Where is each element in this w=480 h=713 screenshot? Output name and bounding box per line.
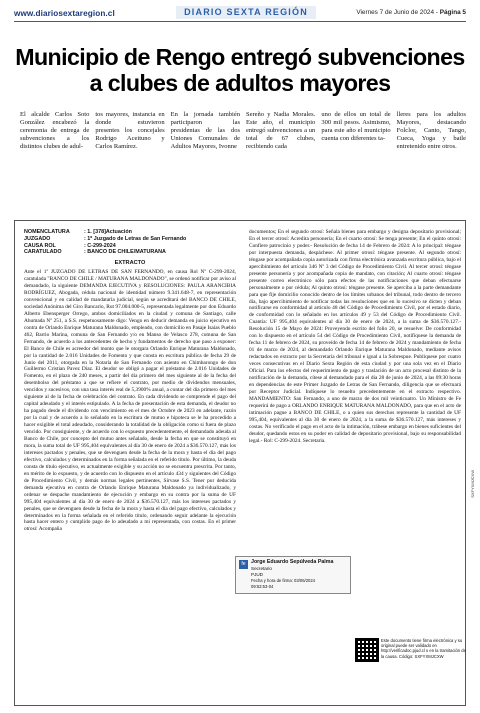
meta-label: CARATULADO (24, 249, 62, 256)
newspaper-brand: DIARIO SEXTA REGIÓN (176, 6, 316, 19)
signature-badge-icon: fe (239, 560, 248, 569)
legal-right-column (249, 229, 461, 445)
legal-left-column (24, 229, 236, 533)
article-column-2: tos mayores, instancia en donde estuvieron presentes los concejales Rodrigo Aceituno y Carlos Ramírez. (95, 111, 165, 151)
signer-name: Jorge Eduardo Sepúlveda Palma (251, 559, 334, 565)
legal-text-right: documentos; En el segundo otrosí: Señala bienes para embargo y designa depositario provisional; En el tercer otrosí: Acredita personería; En el cuarto otrosí: Se tenga presente; En el quinto otrosí: Confiere patrocinio y poder.- Resolución de fecha 14 de Febrero de 2024: A lo principal: téngase por interpuesta demanda, despáchese. Al primer otrosí: téngase presente. Al segundo otrosí: téngase por acompañada copia autorizada con firma electrónica avanzada escritura pública, bajo el apercibimiento del artículo 346 Nº 3 del Código de Procedimiento Civil. Al tercer otrosí: téngase presente personería y por acompañada copia de mandato, con citación; Al cuarto otrosí: téngase presente correo electrónico sólo para efectos de las notificaciones que deban efectuarse personalmente o por cédula; Al quinto otrosí: téngase presente. Se aperciba a la parte demandante para que fije domicilio conocido dentro de los límites urbanos del tribunal, todo dentro de tercero día, bajo apercibimiento de notificar todas las resoluciones que en lo sucesivo se dicten y deban notificarse en conformidad al artículo 48 del Código de Procedimiento Civil, por el estado diario, de conformidad con lo señalado en los artículos 49 y 53 del Código de Procedimiento Civil. Cuantía: UF 995,404 equivalentes al día 30 de enero de 2024, a la suma de $36.570.127.- Resolución 15 de Mayo de 2024: Proveyendo escrito del folio 20, se resuelve: De conformidad con lo dispuesto en el artículo 54 del Código de Procedimiento Civil, notifíquese la demanda de fecha 11 de febrero de 2024, su proveído de fecha 14 de febrero de 2024 y mandamiento de fecha 01 de marzo de 2024, al demandado Orlando Enrique Maturana Maldonado, mediante avisos redactados en extracto por la Secretaria del tribunal e igual a la Sobrespue. Publíquese por cuatro veces consecutivas en el Diario Sexta Región de esta ciudad y por una sola vez en el Diario Oficial. Para los efectos del requerimiento de pago y traslación de un acto procesal distinto de la notificación de la demanda, cítese al demandado para el día 28 de junio de 2024, a las 09:30 horas en dependencias de este Primer Juzgado de Letras de San Fernando, diligencia que se efectuará por Receptor Judicial. Indíquese lo resuelto precedentemente en el extracto respectivo. MANDAMIENTO: San Fernando, a uno de marzo de dos mil veinticuatro. Un Ministro de Fe requerirá de pago a ORLANDO ENRIQUE MATURANA MALDONADO, para que en el acto de intimación pague a BANCO DE CHILE, o a quien sus derechos represente la cantidad de UF 995,404, equivalentes al día 30 de enero de 2024, a la suma de $36.570.127, más intereses y costas. No verificado el pago en el acto de la intimación, trábese embargo en bienes suficientes del deudor, quedando estos en su poder en calidad de depositario provisional, bajo su responsabilidad legal.- Rol: C-299-2024. Secretaria. (249, 229, 461, 444)
meta-value: : C-299-2024 (84, 242, 116, 249)
article-column-4: Sereño y Nadia Morales. Este año, el municipio entregó subvenciones a un total de 67 clubes, recibiendo cada (245, 111, 316, 151)
signature-date: Fecha y hora de firma: 03/06/2024 (251, 578, 316, 583)
qr-code-icon (355, 638, 379, 662)
article-column-6: lleres para los adultos Mayores, destacando Folclor, Canto, Tango, Cueca, Yoga y baile entretenido entre otros. (396, 111, 466, 151)
legal-text-left: Ante el 1º JUZGADO DE LETRAS DE SAN FERNANDO, en causa Rol Nº C-299-2024, caratulada "BANCO DE CHILE / MATURANA MALDONADO", se ordenó notificar por aviso al demandado, la siguiente DEMANDA EJECUTIVA y RESOLUCIONES: PAULA ARANCIBIA RODRÍGUEZ, Abogada, cédula nacional de identidad número 9.341.648-7, en representación convencional y en calidad de mandataria judicial, según se acreditará del BANCO DE CHILE, sociedad Anónima del Giro Bancario, Rut 97.004.000-5, representada legalmente por don Eduardo Alberto Ebensperger Orrego, ambos domiciliados en la ciudad y comuna de Santiago, calle Ahumada Nº 251, a S.S. respetuosamente digo: Vengo en deducir demanda en juicio ejecutivo en contra de Orlando Enrique Maturana Maldonado, empleado, con domicilio en Pasaje Isaías Pueblo 462, Barrio Marina, comuna de San Fernando y/o en Manso de Velasco 278, comuna de San Fernando, de acuerdo a los antecedentes de hecho y fundamentos de derecho que paso a exponer: El Banco de Chile es acreedor del monto que le otorgara Orlando Enrique Maturana Maldonado, por la cantidad de 2.016 Unidades de Fomento y que consta en escritura pública de fecha 29 de Junio del 2011, otorgada en la Notaría de San Fernando con asiento en Chimbarongo de don Guillermo Cristian Pavez Díaz. El deudor se obligó a pagar el préstamo de 2.016 Unidades de Fomento, en el plazo de 240 meses, a partir del día primero del mes siguiente al de la fecha del desembolso del préstamo a que se refiere el contrato, por medio de dividendos mensuales, vencidos y sucesivos, con una tasa interés real de 5,3900% anual, a contar del día primero del mes siguiente al de la fecha de celebración del contrato. En cada dividendo se comprende el pago del capital adeudado y el interés estipulado. A la fecha de presentación de esta demanda, el deudor no ha pagado desde el dividendo con vencimiento en el mes de Octubre de 2023 en adelante, razón por la cual y de acuerdo a lo señalado en la escritura de mutuo e hipoteca se le ha procedido a hacer exigible el total adeudado, considerando la totalidad de la obligación como si fuera de plazo vencido. Por consiguiente, y de acuerdo con lo expuesto precedentemente, el demandado adeuda al Banco de Chile, por concepto del mutuo antes señalado, desde la fecha en que se constituyó en mora, la suma total de UF 995,404 equivalentes al día 30 de enero de 2024 a $36.570.127, más los intereses pactados y penales, que se devenguen desde la fecha de la mora y hasta el día del pago efectivo, calculados y determinados en la forma señalada en el referido título. Por último, la deuda consta de título ejecutivo, es actualmente exigible y su acción no se encuentra prescrita. Por tanto, en mérito de lo expuesto, y de acuerdo con lo dispuesto en el artículo 434 y siguientes del Código de Procedimiento Civil, y demás normas legales pertinentes, Sírvase S.S. Tener por deducida demanda ejecutiva en contra de Orlando Enrique Maturana Maldonado ya individualizado, y ordenar se despache mandamiento de ejecución y embargo en su contra por la suma de UF 995,404 equivalentes al día 30 de enero de 2024 a $36.570.127, más los intereses pactados y penales, que se devenguen desde la fecha de la mora y hasta el día del pago efectivo, calculados y determinados en la forma señalada en el referido título, ordenando seguir adelante la ejecución hasta hacer entero y cumplido pago de lo adeudado a mi representada, con costas. En el primer otrosí: Acompaña (24, 269, 236, 533)
meta-label: JUZGADO (24, 235, 51, 242)
article-column-1: El alcalde Carlos Soto González encabezó la ceremonia de entrega de subvenciones a los distintos clubes de adul- (20, 111, 90, 151)
page-number: Página 5 (439, 9, 466, 16)
meta-label: CAUSA ROL (24, 242, 56, 249)
side-validation-code: SXFYXMJCXW (470, 470, 475, 498)
electronic-signature-box (235, 556, 351, 594)
case-metadata (24, 229, 236, 256)
site-url[interactable]: www.diariosextaregion.cl (14, 9, 115, 18)
meta-value: : 1º Juzgado de Letras de San Fernando (84, 235, 187, 242)
signature-time: 09:53:53-04 (251, 584, 274, 589)
header-rule (14, 21, 466, 22)
date-text: Viernes 7 de Junio de 2024 - (356, 9, 440, 16)
article-headline: Municipio de Rengo entregó subvenciones a clubes de adultos mayores (15, 44, 465, 96)
meta-value: : 1. [378]Actuación (84, 229, 132, 235)
article-column-3: En la jornada también participaron las presidentas de las dos Uniones Comunales de Adultos Mayores, Ivonne (170, 111, 240, 151)
extracto-title: EXTRACTO (114, 260, 146, 267)
signer-court: PJUD (251, 572, 263, 577)
page-header (0, 0, 480, 34)
meta-value: : BANCO DE CHILE/MATURANA (84, 249, 166, 256)
meta-label: NOMENCLATURA (24, 229, 70, 235)
signer-role: Secretario (251, 566, 272, 571)
legal-notice-box (14, 220, 466, 706)
article-body (20, 111, 466, 211)
article-column-5: uno de ellos un total de 300 mil pesos. Asimismo, para este año el municipio cuenta con diferentes ta- (321, 111, 391, 143)
issue-date (356, 9, 466, 16)
verification-note: Este documento tiene firma electrónica y su original puede ser validado en http://verificadoc.pjud.cl o en la tramitación de la causa. Código: SXFYXMJCXW (381, 638, 466, 659)
